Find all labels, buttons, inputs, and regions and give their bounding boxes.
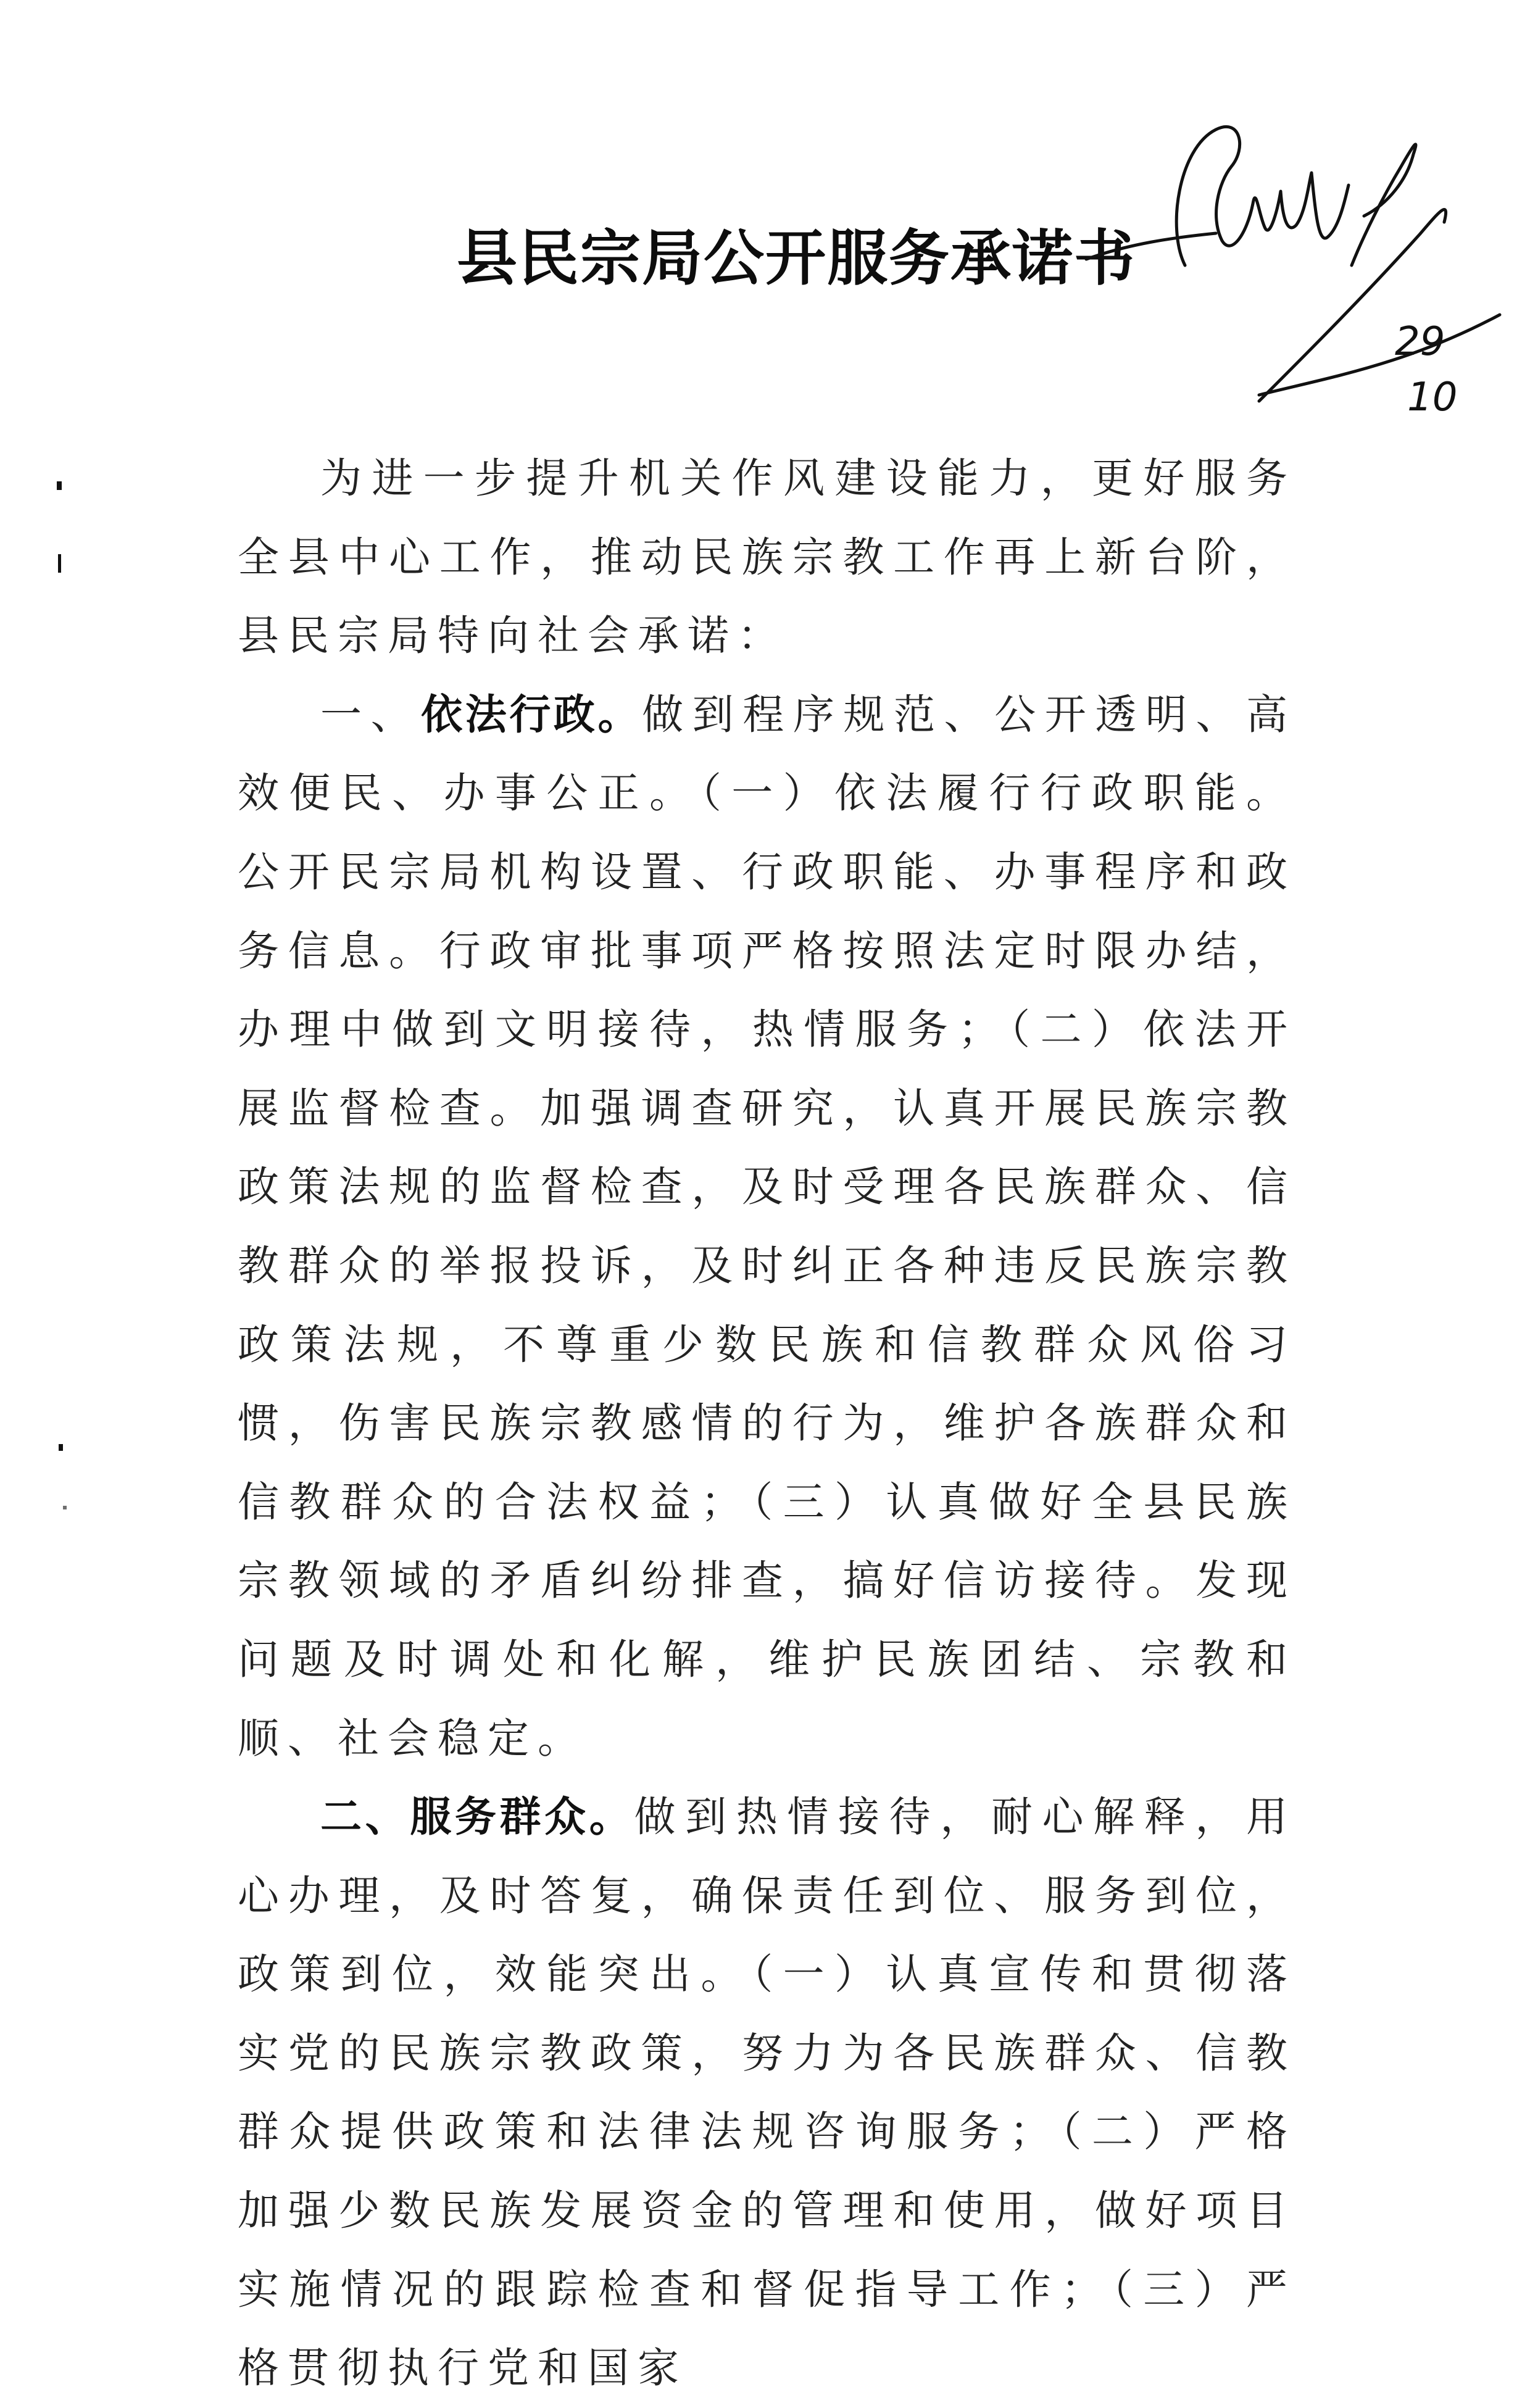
section-2-prefix: 二、 [320,1793,410,1841]
handwritten-signature [1074,111,1518,432]
signature-date-month: 10 [1407,375,1458,420]
scan-mark [59,1444,63,1451]
section-2-paragraph [238,1778,1296,2408]
section-1-heading: 依法行政。 [421,690,642,739]
section-2-body: 做到热情接待，耐心解释，用心办理，及时答复，确保责任到位、服务到位，政策到位，效能突出。（一）认真宣传和贯彻落实党的民族宗教政策，努力为各民族群众、信教群众提供政策和法律法规咨询服务；（二）严格加强少数民族发展资金的管理和使用，做好项目实施情况的跟踪检查和督促指导工作；（三）严格贯彻执行党和国家 [238,1793,1297,2393]
section-1-prefix: 一、 [320,690,422,739]
section-1-body: 做到程序规范、公开透明、高效便民、办事公正。（一）依法履行行政职能。公开民宗局机构设置、行政职能、办事程序和政务信息。行政审批事项严格按照法定时限办结，办理中做到文明接待，热情服务；（二）依法开展监督检查。加强调查研究，认真开展民族宗教政策法规的监督检查，及时受理各民族群众、信教群众的举报投诉，及时纠正各种违反民族宗教政策法规，不尊重少数民族和信教群众风俗习惯，伤害民族宗教感情的行为，维护各族群众和信教群众的合法权益；（三）认真做好全县民族宗教领域的矛盾纠纷排查，搞好信访接待。发现问题及时调处和化解，维护民族团结、宗教和顺、社会稳定。 [238,690,1297,1762]
section-2-heading: 服务群众。 [410,1793,634,1841]
scan-mark [57,481,62,490]
intro-paragraph: 为进一步提升机关作风建设能力，更好服务全县中心工作，推动民族宗教工作再上新台阶，县民宗局特向社会承诺： [238,454,1296,660]
scan-mark [63,1506,67,1509]
document-title: 县民宗局公开服务承诺书 [457,223,1136,294]
document-body [238,439,1296,2408]
scan-mark [58,554,61,573]
signature-date-day: 29 [1395,319,1445,365]
section-1-paragraph [238,676,1296,1778]
